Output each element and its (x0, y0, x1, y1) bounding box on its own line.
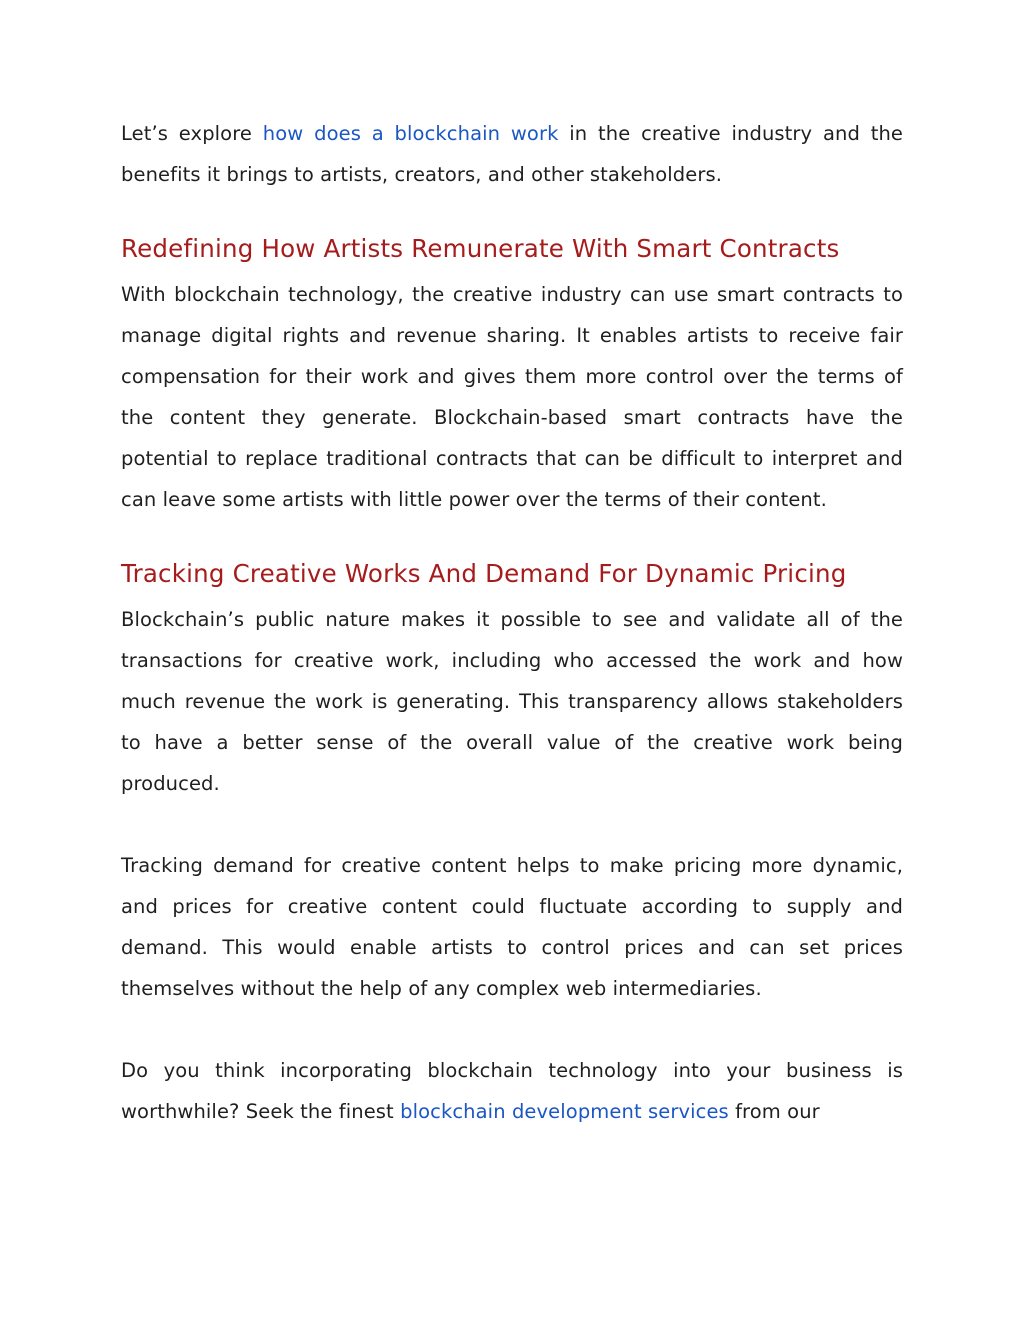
section2-heading: Tracking Creative Works And Demand For Dynamic Pricing (121, 559, 847, 588)
closing-text-before: Do you think incorporating blockchain technology into your business is worthwhile? Seek the finest (121, 1059, 903, 1123)
section1-heading: Redefining How Artists Remunerate With Smart Contracts (121, 234, 840, 263)
blockchain-work-link[interactable]: how does a blockchain work (262, 122, 559, 145)
intro-paragraph (121, 113, 903, 195)
closing-paragraph (121, 1050, 903, 1132)
closing-text-after: from our (728, 1100, 820, 1123)
blockchain-development-services-link[interactable]: blockchain development services (400, 1100, 729, 1123)
intro-text-before: Let’s explore (121, 122, 263, 145)
section1-body: With blockchain technology, the creative industry can use smart contracts to manage digital rights and revenue sharing. It enables artists to receive fair compensation for their work and gives them more control over the terms of the content they generate. Blockchain-based smart contracts have the potential to replace traditional contracts that can be difficult to interpret and can leave some artists with little power over the terms of their content. (121, 283, 903, 511)
document-page (121, 113, 903, 1132)
section2-body-1: Blockchain’s public nature makes it possible to see and validate all of the transactions for creative work, including who accessed the work and how much revenue the work is generating. This transparency allows stakeholders to have a better sense of the overall value of the creative work being produced. (121, 608, 903, 795)
section2-body-2: Tracking demand for creative content helps to make pricing more dynamic, and prices for creative content could fluctuate according to supply and demand. This would enable artists to control prices and can set prices themselves without the help of any complex web intermediaries. (121, 854, 903, 1000)
intro-text-after: in the creative industry and the benefits it brings to artists, creators, and other stakeholders. (121, 122, 904, 186)
